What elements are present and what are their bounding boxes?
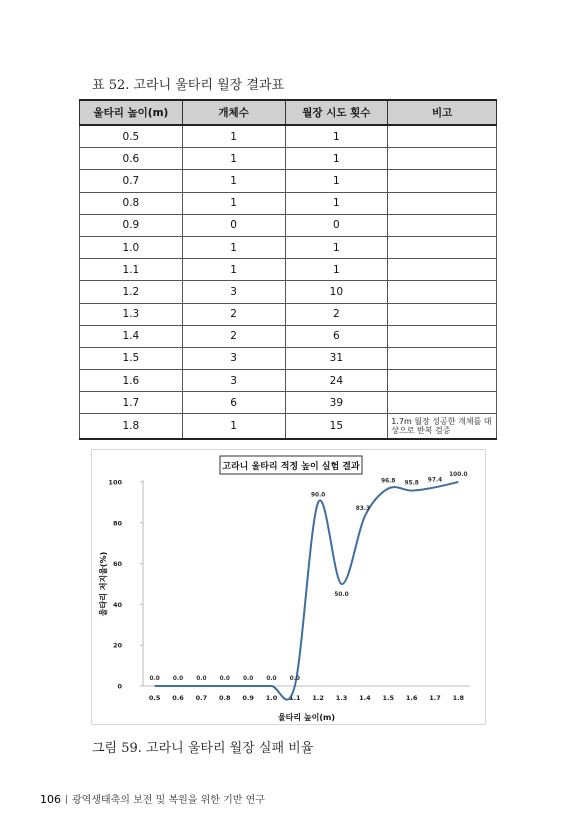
cell-attempts: 0 xyxy=(285,214,388,236)
cell-fence-height: 1.1 xyxy=(80,259,183,281)
x-tick-label: 0.9 xyxy=(242,694,254,702)
cell-fence-height: 1.4 xyxy=(80,325,183,347)
cell-remarks xyxy=(388,347,497,369)
data-label: 0.0 xyxy=(149,676,160,682)
data-label: 90.0 xyxy=(311,492,326,499)
table-row xyxy=(80,325,497,347)
cell-remarks: 1.7m 월장 성공한 개체를 대상으로 반복 검증 xyxy=(388,414,497,439)
x-tick-label: 1.6 xyxy=(405,694,418,702)
cell-individuals: 1 xyxy=(182,236,285,258)
cell-fence-height: 0.5 xyxy=(80,125,183,148)
cell-attempts: 39 xyxy=(285,392,388,414)
table-row xyxy=(80,170,497,192)
x-tick-label: 0.5 xyxy=(148,694,161,702)
cell-individuals: 3 xyxy=(182,281,285,303)
x-tick-label: 1.4 xyxy=(359,694,371,702)
table-row xyxy=(80,259,497,281)
cell-fence-height: 1.7 xyxy=(80,392,183,414)
data-label: 83.3 xyxy=(355,506,371,513)
cell-remarks xyxy=(388,125,497,148)
cell-attempts: 1 xyxy=(285,148,388,170)
x-tick-label: 0.8 xyxy=(218,694,231,702)
table-row xyxy=(80,192,497,214)
table-row xyxy=(80,148,497,170)
x-tick-label: 1.0 xyxy=(265,694,278,702)
data-label: 95.8 xyxy=(404,480,419,487)
cell-individuals: 2 xyxy=(182,303,285,325)
chart-canvas xyxy=(92,450,485,724)
x-tick-label: 1.7 xyxy=(429,694,441,702)
x-tick-label: 0.6 xyxy=(172,694,184,702)
cell-remarks xyxy=(388,281,497,303)
series-line xyxy=(155,482,459,700)
cell-fence-height: 1.6 xyxy=(80,370,183,392)
results-table xyxy=(79,99,497,440)
line-chart xyxy=(91,449,486,725)
cell-individuals: 1 xyxy=(182,148,285,170)
cell-fence-height: 0.6 xyxy=(80,148,183,170)
data-label: 0.0 xyxy=(289,676,300,682)
column-header-individuals: 개체수 xyxy=(182,100,285,125)
column-header-attempts: 월장 시도 횟수 xyxy=(285,100,388,125)
cell-remarks xyxy=(388,236,497,258)
cell-attempts: 1 xyxy=(285,259,388,281)
cell-individuals: 1 xyxy=(182,170,285,192)
page-footer xyxy=(40,791,265,806)
cell-remarks xyxy=(388,148,497,170)
table-row xyxy=(80,281,497,303)
cell-attempts: 24 xyxy=(285,370,388,392)
column-header-fence-height: 울타리 높이(m) xyxy=(80,100,183,125)
table-row xyxy=(80,236,497,258)
cell-fence-height: 0.8 xyxy=(80,192,183,214)
cell-individuals: 6 xyxy=(182,392,285,414)
cell-remarks xyxy=(388,370,497,392)
cell-remarks xyxy=(388,392,497,414)
x-tick-label: 1.2 xyxy=(312,694,324,702)
cell-remarks xyxy=(388,192,497,214)
cell-remarks xyxy=(388,303,497,325)
cell-attempts: 1 xyxy=(285,192,388,214)
cell-remarks xyxy=(388,170,497,192)
data-label: 96.8 xyxy=(381,478,396,485)
cell-attempts: 15 xyxy=(285,414,388,439)
x-tick-label: 1.3 xyxy=(335,694,348,702)
y-tick-label: 60 xyxy=(112,560,122,569)
table-row xyxy=(80,125,497,148)
cell-fence-height: 1.0 xyxy=(80,236,183,258)
cell-attempts: 31 xyxy=(285,347,388,369)
y-tick-label: 80 xyxy=(112,519,122,528)
y-tick-label: 20 xyxy=(112,641,122,650)
cell-individuals: 1 xyxy=(182,192,285,214)
data-label: 0.0 xyxy=(266,676,277,682)
cell-attempts: 2 xyxy=(285,303,388,325)
x-tick-label: 1.1 xyxy=(289,694,301,702)
running-title: 광역생태축의 보전 및 복원을 위한 기반 연구 xyxy=(72,795,265,806)
data-label: 50.0 xyxy=(334,592,349,598)
table-row xyxy=(80,414,497,439)
y-tick-label: 0 xyxy=(117,682,122,691)
table-header-row xyxy=(80,100,497,125)
cell-individuals: 1 xyxy=(182,414,285,439)
y-tick-label: 100 xyxy=(108,478,122,487)
cell-attempts: 1 xyxy=(285,236,388,258)
cell-remarks xyxy=(388,259,497,281)
cell-fence-height: 1.8 xyxy=(80,414,183,439)
x-tick-label: 0.7 xyxy=(195,694,208,702)
x-tick-label: 1.5 xyxy=(382,694,395,702)
cell-attempts: 10 xyxy=(285,281,388,303)
footer-divider xyxy=(66,795,67,804)
table-row xyxy=(80,392,497,414)
cell-remarks xyxy=(388,214,497,236)
cell-attempts: 1 xyxy=(285,125,388,148)
table-row xyxy=(80,303,497,325)
cell-fence-height: 0.7 xyxy=(80,170,183,192)
cell-individuals: 3 xyxy=(182,370,285,392)
cell-fence-height: 1.2 xyxy=(80,281,183,303)
data-label: 0.0 xyxy=(219,676,230,682)
data-label: 0.0 xyxy=(196,676,207,682)
table-row xyxy=(80,347,497,369)
y-tick-label: 40 xyxy=(112,600,122,609)
cell-remarks xyxy=(388,325,497,347)
cell-individuals: 3 xyxy=(182,347,285,369)
table-row xyxy=(80,214,497,236)
cell-individuals: 1 xyxy=(182,259,285,281)
cell-fence-height: 1.5 xyxy=(80,347,183,369)
cell-individuals: 2 xyxy=(182,325,285,347)
data-label: 0.0 xyxy=(172,676,184,682)
cell-attempts: 1 xyxy=(285,170,388,192)
x-tick-label: 1.8 xyxy=(452,694,465,702)
table-row xyxy=(80,370,497,392)
x-axis-title: 울타리 높이(m) xyxy=(277,713,336,722)
column-header-remarks: 비고 xyxy=(388,100,497,125)
page-number: 106 xyxy=(40,793,61,806)
figure-caption: 그림 59. 고라니 울타리 월장 실패 비율 xyxy=(92,741,314,756)
cell-individuals: 1 xyxy=(182,125,285,148)
data-label: 100.0 xyxy=(449,472,468,478)
table-caption: 표 52. 고라니 울타리 월장 결과표 xyxy=(92,78,285,93)
data-label: 97.4 xyxy=(427,477,443,484)
y-axis-title: 울타리 저지율(%) xyxy=(99,551,108,617)
cell-individuals: 0 xyxy=(182,214,285,236)
data-label: 0.0 xyxy=(242,676,254,682)
cell-attempts: 6 xyxy=(285,325,388,347)
cell-fence-height: 1.3 xyxy=(80,303,183,325)
cell-fence-height: 0.9 xyxy=(80,214,183,236)
chart-title: 고라니 울타리 적정 높이 실험 결과 xyxy=(222,462,360,472)
